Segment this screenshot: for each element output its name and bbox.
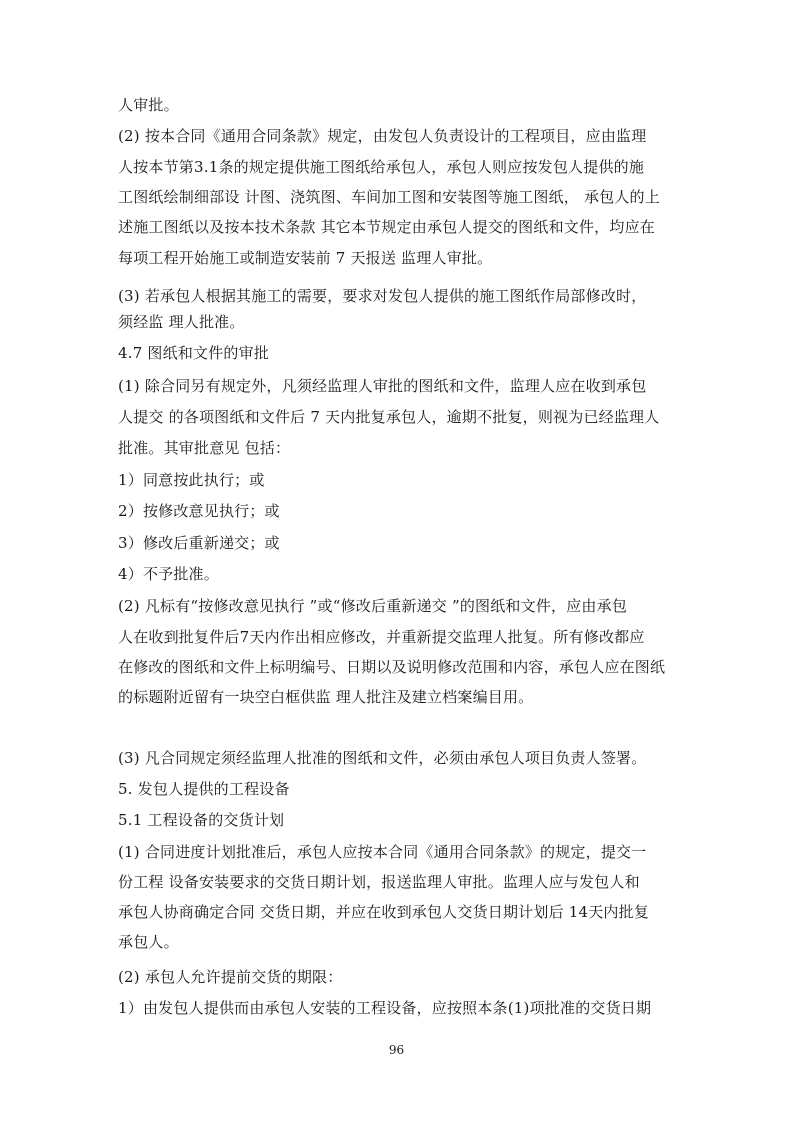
page-number: 96 — [388, 1043, 405, 1057]
text-line: (3) 若承包人根据其施工的需要，要求对发包人提供的施工图纸作局部修改时， — [118, 287, 647, 305]
text-line: (1) 合同进度计划批准后，承包人应按本合同《通用合同条款》的规定，提交一 — [118, 843, 647, 861]
text-line: 人按本节第3.1条的规定提供施工图纸给承包人，承包人则应按发包人提供的施 — [118, 158, 645, 176]
text-line: (2) 承包人允许提前交货的期限： — [118, 968, 343, 986]
text-line: 的标题附近留有一块空白框供监 理人批注及建立档案编目用。 — [118, 688, 534, 706]
list-item: 4）不予批准。 — [118, 565, 219, 583]
text-line: 承包人协商确定合同 交货日期，并应在收到承包人交货日期计划后 14天内批复 — [118, 903, 650, 921]
text-line: 每项工程开始施工或制造安装前 7 天报送 监理人审批。 — [118, 249, 493, 267]
text-line: 人审批。 — [118, 96, 179, 114]
text-line: (3) 凡合同规定须经监理人批准的图纸和文件，必须由承包人项目负责人签署。 — [118, 749, 647, 767]
text-line: 承包人。 — [118, 933, 179, 951]
section-heading: 5.1 工程设备的交货计划 — [118, 811, 285, 829]
text-line: 须经监 理人批准。 — [118, 313, 245, 331]
text-line: 在修改的图纸和文件上标明编号、日期以及说明修改范围和内容，承包人应在图纸 — [118, 658, 666, 676]
text-line: 工图纸绘制细部设 计图、浇筑图、车间加工图和安装图等施工图纸， 承包人的上 — [118, 188, 660, 206]
text-line: 批准。其审批意见 包括： — [118, 439, 291, 457]
list-item: 1）同意按此执行；或 — [118, 471, 265, 489]
text-line: 1）由发包人提供而由承包人安装的工程设备，应按照本条(1)项批准的交货日期 — [118, 999, 652, 1017]
text-line: 人提交 的各项图纸和文件后 7 天内批复承包人，逾期不批复，则视为已经监理人 — [118, 408, 660, 426]
section-heading: 4.7 图纸和文件的审批 — [118, 344, 270, 362]
list-item: 3）修改后重新递交；或 — [118, 534, 280, 552]
text-line: 人在收到批复件后7天内作出相应修改，并重新提交监理人批复。所有修改都应 — [118, 628, 645, 646]
text-line: (2) 凡标有“按修改意见执行 ”或“修改后重新递交 ”的图纸和文件，应由承包 — [118, 597, 628, 615]
text-line: 份工程 设备安装要求的交货日期计划，报送监理人审批。监理人应与发包人和 — [118, 873, 640, 891]
text-line: (1) 除合同另有规定外，凡须经监理人审批的图纸和文件，监理人应在收到承包 — [118, 377, 647, 395]
text-line: (2) 按本合同《通用合同条款》规定，由发包人负责设计的工程项目，应由监理 — [118, 127, 647, 145]
text-line: 述施工图纸以及按本技术条款 其它本节规定由承包人提交的图纸和文件，均应在 — [118, 218, 655, 236]
list-item: 2）按修改意见执行；或 — [118, 502, 280, 520]
section-heading: 5. 发包人提供的工程设备 — [118, 780, 290, 798]
